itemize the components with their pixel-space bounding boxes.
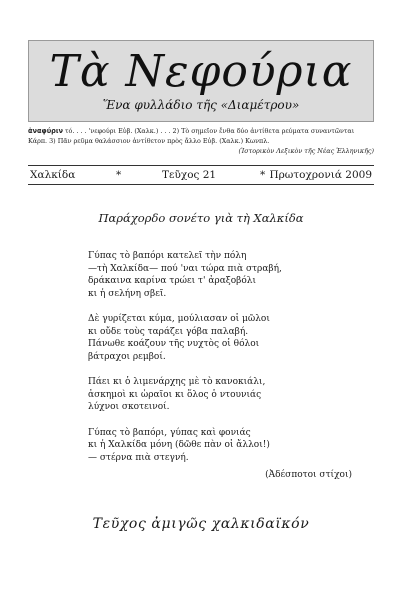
poem-line: Δὲ γυρίζεται κύμα, μούλιασαν οἱ μῶλοι	[88, 314, 270, 324]
separator-star: *	[116, 169, 122, 181]
issue-place: Χαλκίδα	[30, 169, 76, 181]
poem-line: ἀσκημοὶ κι ὡραῖοι κι ὅλος ὁ ντουνιάς	[88, 389, 262, 400]
poem-body	[88, 250, 358, 477]
poem-line: Πάει κι ὁ λιμενάρχης μὲ τὸ κανοκιάλι,	[88, 377, 266, 387]
dictionary-definition	[28, 126, 374, 156]
poem-line: —τὴ Χαλκίδα— πού 'ναι τώρα πιὰ στραβή,	[88, 263, 282, 274]
definition-headword: ἀναφύριν	[28, 127, 63, 135]
poem-line: Πάνωθε κοάζουν τῆς νυχτὸς οἱ θόλοι	[88, 339, 260, 349]
issue-info-bar	[28, 165, 374, 185]
poem-line: βάτραχοι ρεμβοί.	[88, 351, 166, 362]
poem-line: — στέρνα πιὰ στεγνή.	[88, 452, 189, 463]
poem-stanza	[88, 376, 358, 414]
definition-line-2: Κάρπ. 3) Πᾶν ρεῦμα θαλάσσιον ἀντίθετον πρὸς ἄλλο Εὐβ. (Χαλκ.) Κωνπλ.	[28, 137, 270, 145]
poem-title: Παράχορδο σονέτο γιὰ τὴ Χαλκίδα	[98, 211, 304, 225]
masthead-subtitle: Ἕνα φυλλάδιο τῆς «Διαμέτρου»	[102, 98, 300, 112]
issue-footer-title: Τεῦχος ἀμιγῶς χαλκιδαϊκόν	[92, 516, 310, 532]
poem-author: (Ἀδέσποτοι στίχοι)	[265, 470, 352, 480]
poem-line: Γύπας τὸ βαπόρι, γύπας καὶ φονιάς	[88, 427, 251, 438]
definition-line-1	[28, 126, 374, 136]
poem-stanza	[88, 313, 358, 363]
poem-line: δράκαινα καρίνα τρώει τ' ἀραξοβόλι	[88, 276, 257, 286]
definition-source: (Ἱστορικὸν Λεξικὸν τῆς Νέας Ἑλληνικῆς)	[238, 147, 374, 155]
definition-text-1: τό. . . . 'νεφούρι Εὐβ. (Χαλκ.) . . . 2) Τὸ σημεῖον ἔνθα δύο ἀντίθετα ρεύματα συναντῶνται	[62, 127, 355, 135]
separator-star: *	[260, 169, 266, 181]
poem-line: κι οὔδε τοὺς ταράζει γόβα παλαβή.	[88, 326, 249, 337]
masthead-title: Τὰ Νεφούρια	[49, 46, 353, 97]
poem-line: Γύπας τὸ βαπόρι κατελεῖ τὴν πόλη	[88, 251, 247, 261]
poem-line: λύχνοι σκοτεινοί.	[88, 402, 170, 412]
masthead	[28, 40, 374, 122]
poem-stanza	[88, 250, 358, 300]
issue-number: Τεῦχος 21	[162, 169, 217, 181]
issue-date: Πρωτοχρονιά 2009	[269, 169, 372, 181]
poem-stanza	[88, 427, 358, 465]
poem-line: κι ἡ σελήνη σβεῖ.	[88, 288, 167, 299]
poem-line: κι ἡ Χαλκίδα μόνη (δῶθε πὰν οἱ ἄλλοι!)	[88, 440, 270, 450]
